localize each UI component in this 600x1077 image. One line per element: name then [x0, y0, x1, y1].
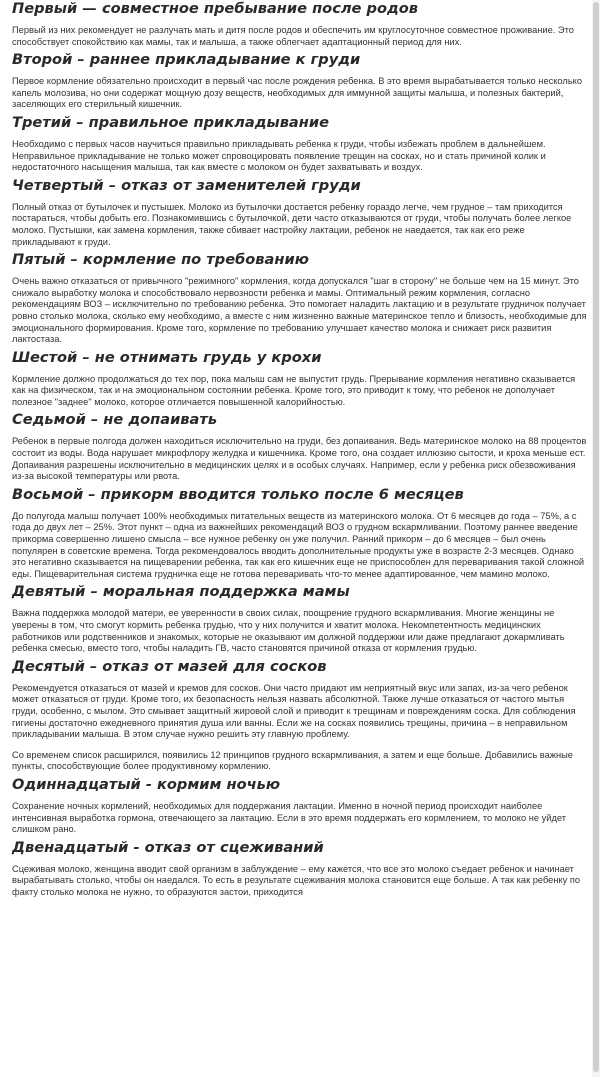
section-12-title: Двенадцатый - отказ от сцеживаний — [12, 838, 324, 856]
section-9-paragraph: Важна поддержка молодой матери, ее уверенности в своих силах, поощрение грудного вскармливания. Многие женщины не уверены в том, что смогут кормить ребенка грудью, что у них получится и хватит молока. Некомпетентность медицинских работников или родственников и знакомых, которые не оказывают им должной поддержки или даже предлагают докармливать ребенка смесью, вместо того, чтобы наладить ГВ, часто становятся причиной отказа от кормления грудью. — [12, 608, 565, 654]
section-5-title: Пятый – кормление по требованию — [12, 251, 309, 269]
section-6-paragraph: Кормление должно продолжаться до тех пор, пока малыш сам не выпустит грудь. Прерывание кормления негативно сказывается как на физическом, так и на эмоциональном состоянии ребенка. Кроме того, это приводит к тому, что ребенок не дополучает полезное "заднее" молоко, которое отличается повышенной калорийностью. — [12, 373, 576, 407]
section-7-paragraph: Ребенок в первые полгода должен находиться исключительно на груди, без допаивания. Ведь материнское молоко на 88 процентов состоит из воды. Вода нарушает микрофлору желудка и кишечника. Кроме того, она создает иллюзию сытости, и кроха меньше ест. Допаивания разрешены исключительно в медицинских целях и в особых случаях. Например, если у ребенка риск обезвоживания из-за высокой температуры или рвота. — [12, 436, 587, 482]
section-10-title: Десятый – отказ от мазей для сосков — [12, 657, 327, 675]
section-5-paragraph: Очень важно отказаться от привычного "режимного" кормления, когда допускался "шаг в сторону" не больше чем на 15 минут. Это снижало выработку молока и способствовало нервозности ребенка и мамы. Оптимальный режим кормления, согласно рекомендациям ВОЗ – исключительно по требованию ребенка. Это помогает наладить лактацию и в результате грудничок получает ровно столько молока, сколько ему необходимо, а вместе с ним жизненно важные материнское тепло и близость, необходимые для эмоционального формирования. Кроме того, кормление по требованию улучшает качество молока и снижает риск развития лактостаза. — [12, 276, 587, 345]
section-6-title: Шестой – не отнимать грудь у крохи — [12, 348, 322, 366]
section-11-paragraph: Сохранение ночных кормлений, необходимых для поддержания лактации. Именно в ночной период происходит наиболее интенсивная выработка гормона, отвечающего за лактацию. Если в это время поддержать его кормлением, то молоко не уйдет слишком рано. — [12, 800, 567, 835]
section-2-title: Второй – раннее прикладывание к груди — [12, 51, 361, 69]
section-9-title: Девятый – моральная поддержка мамы — [12, 583, 350, 601]
section-2-paragraph: Первое кормление обязательно происходит в первый час после рождения ребенка. В это время вырабатывается только несколько капель молозива, но они содержат мощную дозу веществ, необходимых для иммунной защиты малыша, и полезных бактерий, заселяющих его стерильный кишечник. — [12, 76, 583, 110]
section-11-title: Одиннадцатый - кормим ночью — [12, 775, 281, 793]
section-10-paragraph-1: Рекомендуется отказаться от мазей и кремов для сосков. Они часто придают им неприятный вкус или запах, из-за чего ребенок может отказаться от груди. Кроме того, их безопасность нельзя назвать абсолютной. Также лучше отказаться от частого мытья груди, особенно, с мылом. Это смывает защитный жировой слой и приводит к трещинам и повреждениям соска. Для соблюдения гигиены достаточно ежедневного принятия душа или ванны. Если же на сосках появились трещины, причина – в неправильном прикладывании малыша. В этом случае нужно решить эту главную проблему. — [12, 682, 576, 740]
section-4-paragraph: Полный отказ от бутылочек и пустышек. Молоко из бутылочки достается ребенку гораздо легче, чем грудное – там приходится постараться, чтобы добыть его. Познакомившись с бутылочкой, дети часто отказываются от груди, чтобы получать более легкое молоко. Пустышки, как замена кормления, также сбивает настройку лактации, ребенок не наедается, так как его реже прикладывают к груди. — [12, 201, 572, 247]
section-3-paragraph: Необходимо с первых часов научиться правильно прикладывать ребенка к груди, чтобы избежать проблем в дальнейшем. Неправильное прикладывание не только может спровоцировать появление трещин на сосках, но и стать причиной колик и недостаточного насыщения малыша, так как вместе с молоком он будет захватывать и воздух. — [12, 138, 546, 173]
section-3-title: Третий – правильное прикладывание — [12, 113, 329, 131]
section-7-title: Седьмой – не допаивать — [12, 411, 218, 429]
scrollbar-thumb[interactable] — [593, 2, 599, 1072]
section-1-paragraph: Первый из них рекомендует не разлучать мать и дитя после родов и обеспечить им круглосуточное совместное проживание. Это способствует спокойствию как мамы, так и малыша, а также облегчает адаптационный период для них. — [12, 25, 574, 47]
section-8-paragraph: До полугода малыш получает 100% необходимых питательных веществ из материнского молока. От 6 месяцев до года – 75%, а с года до двух лет – 25%. Этот пункт – одна из важнейших рекомендаций ВОЗ о грудном вскармливании. Поэтому раннее введение прикорма совершенно лишено смысла – все нужное ребенку он уже получил. Ранний прикорм – до 6 месяцев – был очень популярен в советские времена. Тогда рекомендовалось вводить дополнительные продукты уже в возрасте 2-3 месяцев. Однако это негативно сказывается на пищеварении ребенка, так как его кишечник еще не приспособлен для переваривания такой сложной еды. Пищеварительная система грудничка еще не готова переваривать что-то менее адаптированное, чем мамино молоко. — [12, 510, 585, 579]
scrollbar-track[interactable] — [592, 0, 600, 1077]
section-12-paragraph: Сцеживая молоко, женщина вводит свой организм в заблуждение – ему кажется, что все это молоко съедает ребенок и начинает вырабатывать столько, чтобы он наедался. То есть в результате сцеживания молока становится еще больше. А так как ребенку по факту столько молока не нужно, то образуются застои, приходится — [12, 863, 581, 897]
section-4-title: Четвертый – отказ от заменителей груди — [12, 176, 361, 194]
section-8-title: Восьмой – прикорм вводится только после 6 месяцев — [12, 485, 464, 503]
section-10-paragraph-2: Со временем список расширился, появились 12 принципов грудного вскармливания, а затем и еще больше. Добавились важные пункты, способствующие более продуктивному кормлению. — [12, 749, 573, 772]
section-1-title: Первый — совместное пребывание после родов — [12, 0, 419, 17]
